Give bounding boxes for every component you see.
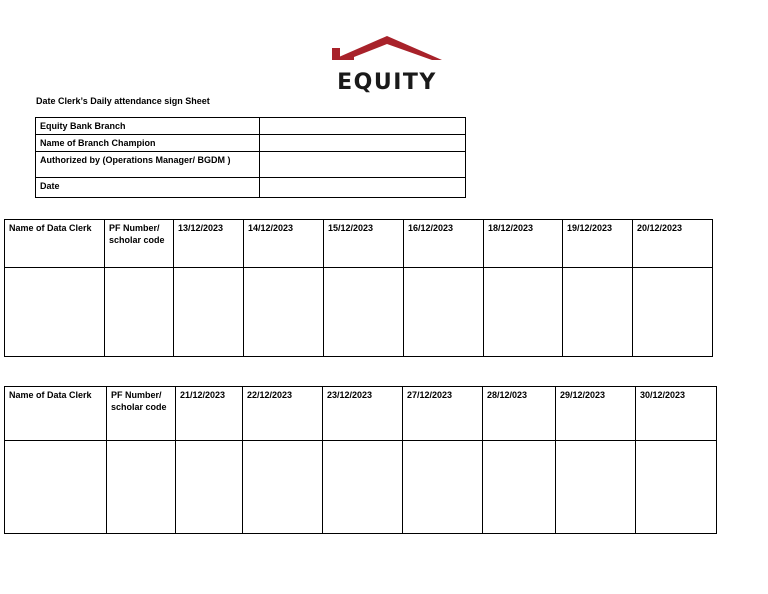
header-cell: 15/12/2023 xyxy=(324,220,404,268)
header-cell: 29/12/2023 xyxy=(556,387,636,441)
info-value[interactable] xyxy=(260,178,466,198)
logo-wordmark: EQUITY xyxy=(337,70,437,95)
header-cell: Name of Data Clerk xyxy=(5,220,105,268)
sign-cell[interactable] xyxy=(5,441,107,534)
header-cell: PF Number/ scholar code xyxy=(105,220,174,268)
info-value[interactable] xyxy=(260,135,466,152)
header-row xyxy=(5,387,717,441)
sign-cell[interactable] xyxy=(323,441,403,534)
header-row xyxy=(5,220,713,268)
sign-cell[interactable] xyxy=(244,268,324,357)
header-cell: 21/12/2023 xyxy=(176,387,243,441)
sign-cell[interactable] xyxy=(556,441,636,534)
header-cell: 14/12/2023 xyxy=(244,220,324,268)
header-cell: 18/12/2023 xyxy=(484,220,563,268)
sign-cell[interactable] xyxy=(174,268,244,357)
sign-cell[interactable] xyxy=(5,268,105,357)
info-label: Authorized by (Operations Manager/ BGDM ) xyxy=(36,152,260,178)
info-label: Name of Branch Champion xyxy=(36,135,260,152)
info-row xyxy=(36,152,466,178)
header-cell: PF Number/ scholar code xyxy=(107,387,176,441)
header-cell: 20/12/2023 xyxy=(633,220,713,268)
sign-cell[interactable] xyxy=(324,268,404,357)
info-row xyxy=(36,135,466,152)
header-cell: Name of Data Clerk xyxy=(5,387,107,441)
sign-cell[interactable] xyxy=(484,268,563,357)
sign-row xyxy=(5,268,713,357)
sign-cell[interactable] xyxy=(243,441,323,534)
info-value[interactable] xyxy=(260,118,466,135)
sign-cell[interactable] xyxy=(483,441,556,534)
sign-cell[interactable] xyxy=(636,441,717,534)
sign-cell[interactable] xyxy=(176,441,243,534)
info-label: Equity Bank Branch xyxy=(36,118,260,135)
sign-cell[interactable] xyxy=(404,268,484,357)
attendance-table-2 xyxy=(4,386,717,534)
header-cell: 27/12/2023 xyxy=(403,387,483,441)
equity-logo xyxy=(328,36,446,96)
sign-cell[interactable] xyxy=(403,441,483,534)
info-label: Date xyxy=(36,178,260,198)
header-cell: 16/12/2023 xyxy=(404,220,484,268)
header-cell: 23/12/2023 xyxy=(323,387,403,441)
header-cell: 30/12/2023 xyxy=(636,387,717,441)
header-cell: 13/12/2023 xyxy=(174,220,244,268)
sign-row xyxy=(5,441,717,534)
sign-cell[interactable] xyxy=(633,268,713,357)
info-row xyxy=(36,178,466,198)
branch-info-table xyxy=(35,117,466,198)
header-cell: 19/12/2023 xyxy=(563,220,633,268)
header-cell: 28/12/023 xyxy=(483,387,556,441)
info-row xyxy=(36,118,466,135)
house-roof-icon xyxy=(328,36,446,70)
sign-cell[interactable] xyxy=(107,441,176,534)
sheet-title: Date Clerk’s Daily attendance sign Sheet xyxy=(36,96,210,106)
header-cell: 22/12/2023 xyxy=(243,387,323,441)
sign-cell[interactable] xyxy=(105,268,174,357)
attendance-table-1 xyxy=(4,219,713,357)
sign-cell[interactable] xyxy=(563,268,633,357)
info-value[interactable] xyxy=(260,152,466,178)
